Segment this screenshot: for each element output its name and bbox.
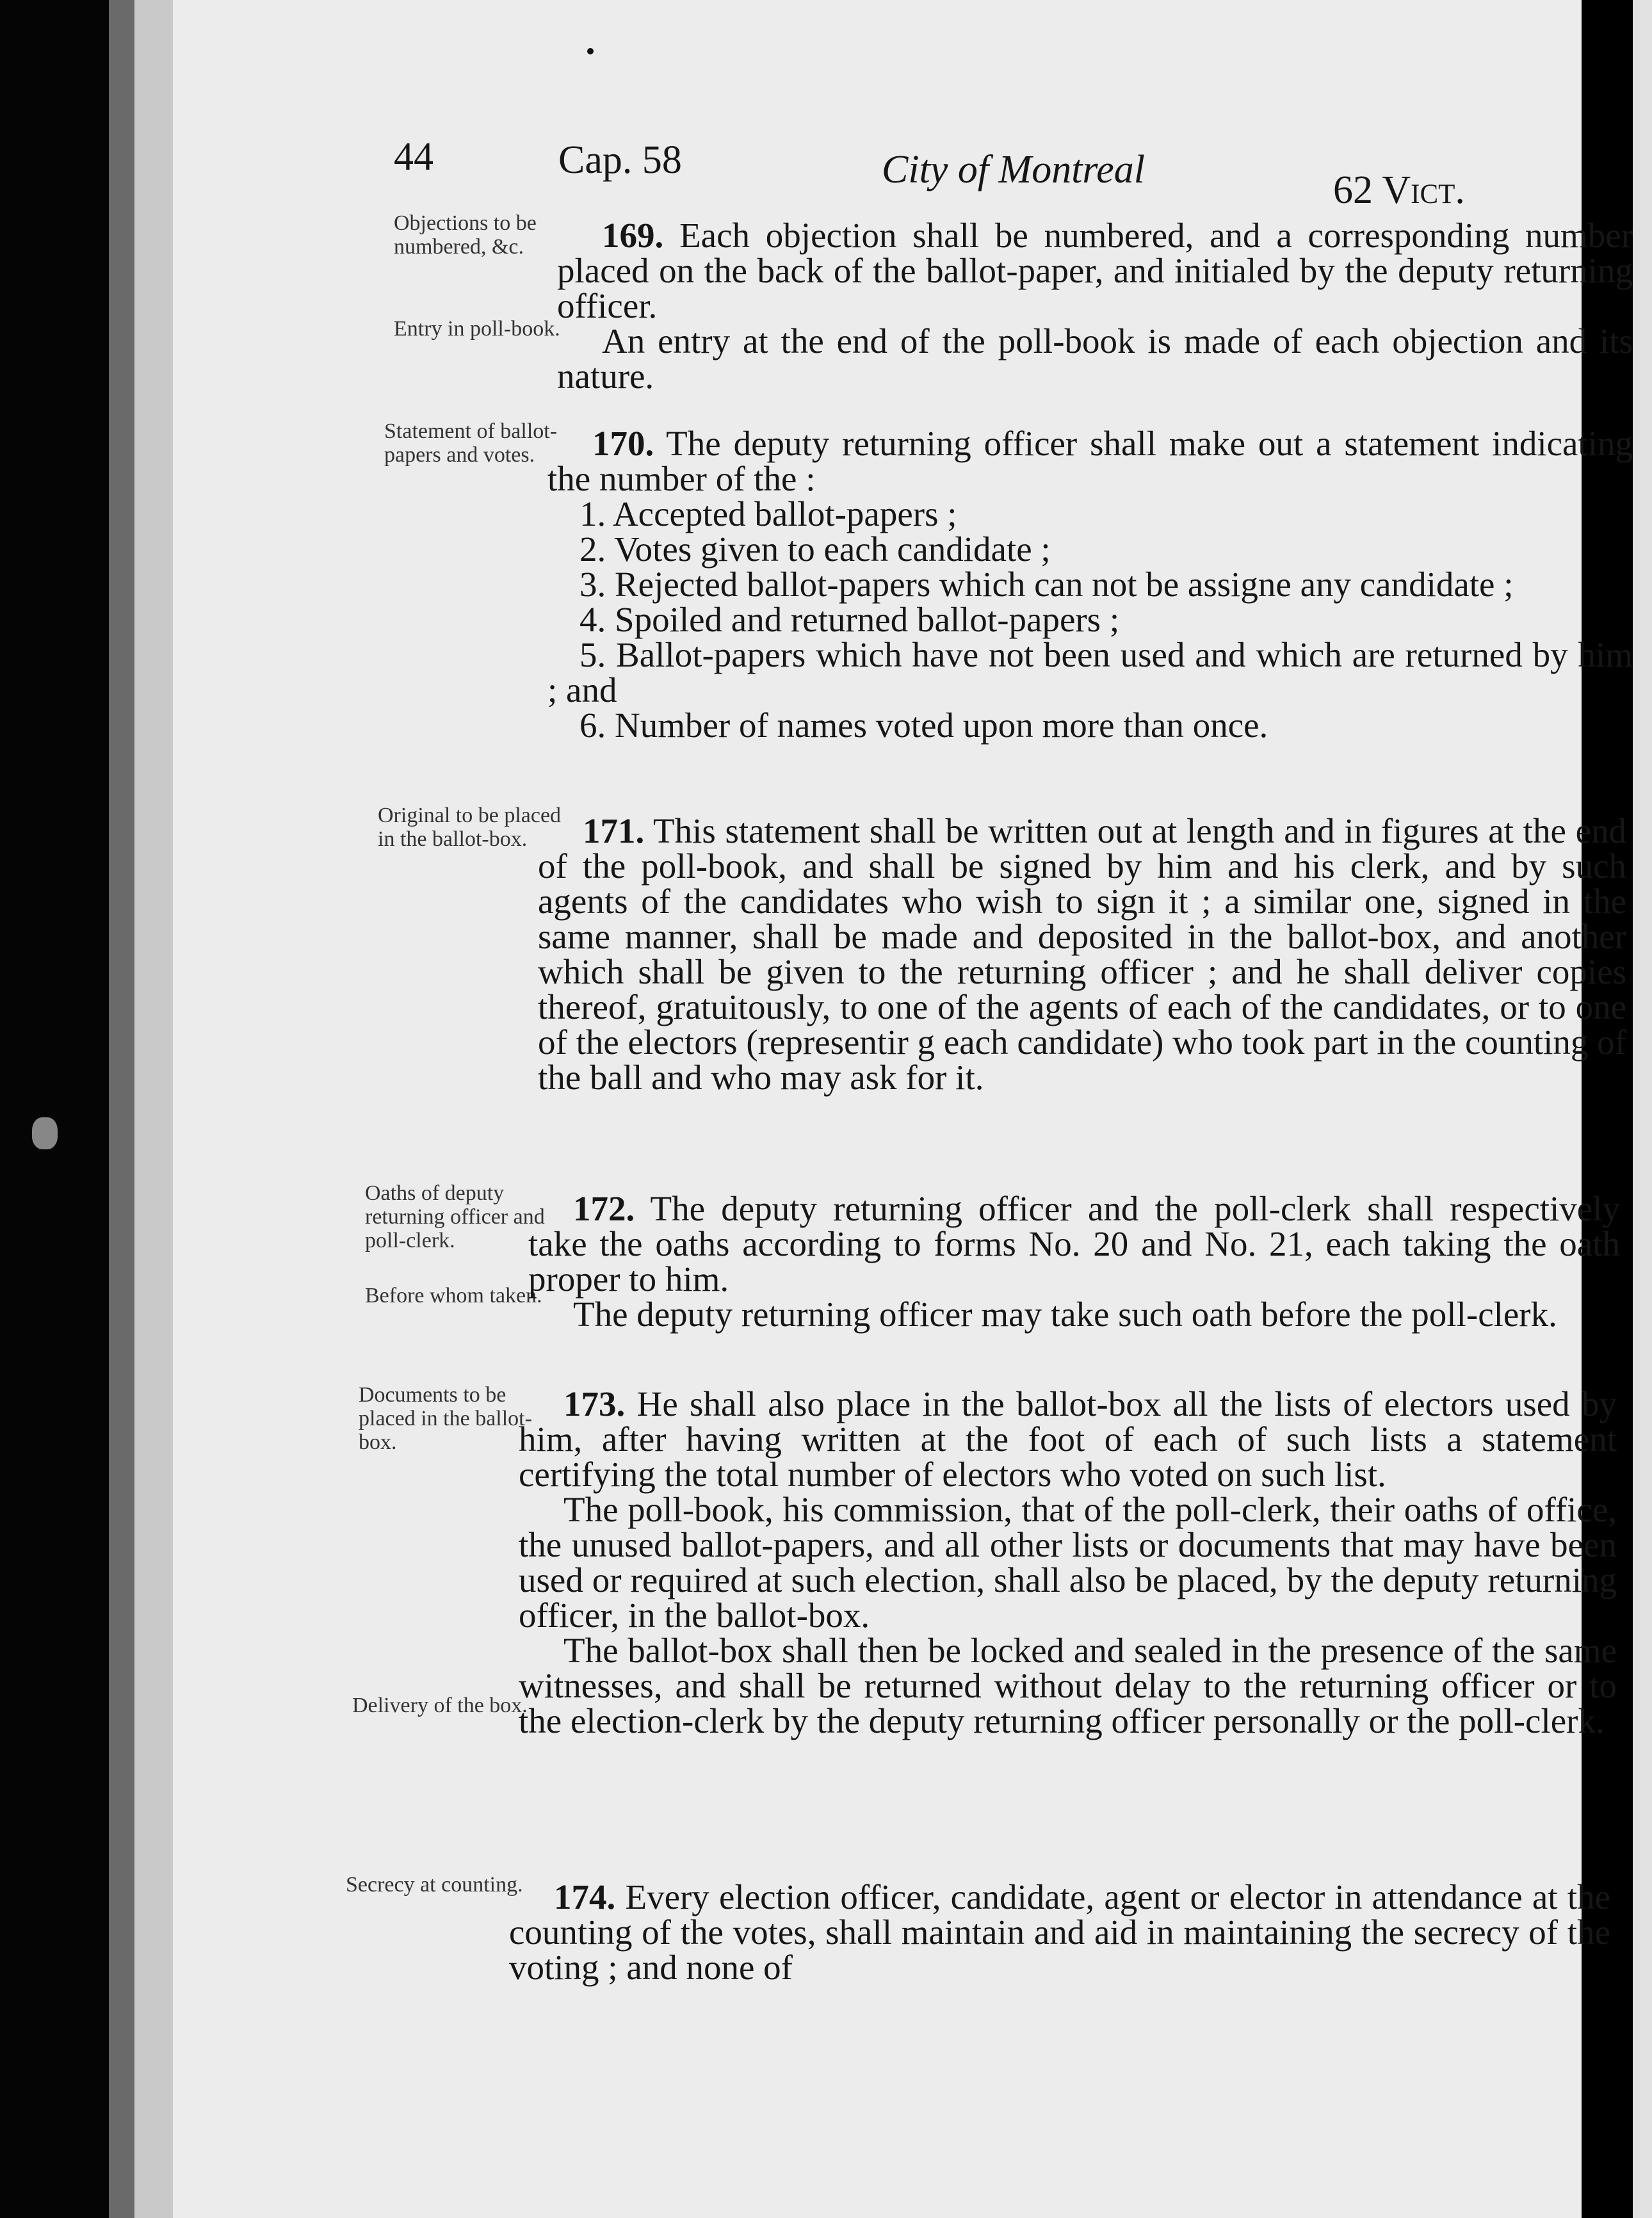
paragraph-text: The deputy returning officer may take such oath before the poll-clerk. [573, 1295, 1557, 1334]
next-page-edge [1633, 0, 1652, 2218]
margin-note: Entry in poll-book. [394, 317, 560, 341]
list-item: 2. Votes given to each candidate ; [579, 530, 1051, 569]
paragraph-text: The deputy returning officer and the poll-clerk shall respectively take the oaths according to forms No. 20 and No. 21, each taking the oath proper to him. [528, 1189, 1620, 1299]
scan-left-edge [0, 0, 109, 2218]
paragraph-text: He shall also place in the ballot-box all the lists of electors used by him, after having written at the foot of each of such lists a statement certifying the total number of electors who voted on such list. [519, 1384, 1617, 1494]
margin-note: Original to be placed in the ballot-box. [378, 804, 562, 851]
section-number: 173. [563, 1384, 626, 1423]
paragraph-text: Every election officer, candidate, agent or elector in attendance at the counting of the votes, shall maintain and aid in maintaining the secrecy of the voting ; and none of [509, 1877, 1611, 1987]
list-item: 5. Ballot-papers which have not been used and which are returned by him ; and [547, 635, 1633, 709]
paragraph-text: Each objection shall be numbered, and a corresponding number placed on the back of the ballot-paper, and initialed by the deputy returning officer. [557, 216, 1633, 325]
paragraph-text: This statement shall be written out at length and in figures at the end of the poll-book, and shall be signed by him and his clerk, and by such agents of the candidates who wish to sign it ; a similar one, signed in the same manner, shall be made and deposited in the ballot-box, and another which shall be given to the returning officer ; and he shall deliver copies thereof, gratuitously, to one of the agents of each of the candidates, or to one of the electors (representir g each candidate) who took part in the counting of the ball and who may ask for it. [538, 811, 1626, 1097]
paragraph-text: The deputy returning officer shall make out a statement indicating the number of the : [547, 424, 1633, 498]
section-number: 171. [583, 811, 645, 850]
chapter-label: Cap. 58 [558, 138, 682, 182]
list-item: 6. Number of names voted upon more than once. [579, 706, 1268, 745]
section-number: 169. [602, 216, 664, 255]
margin-note: Objections to be numbered, &c. [394, 211, 537, 259]
scan-blemish [32, 1117, 58, 1149]
list-item: 1. Accepted ballot-papers ; [579, 494, 957, 533]
margin-note: Oaths of deputy returning officer and poll-clerk. [365, 1181, 545, 1252]
page-number: 44 [394, 135, 433, 179]
list-item: 3. Rejected ballot-papers which can not be assigne any candidate ; [579, 565, 1514, 604]
section-number: 170. [592, 424, 654, 463]
paragraph-text: The poll-book, his commission, that of the poll-clerk, their oaths of office, the unused ballot-papers, and all other lists or documents that may have been used or required at such election, shall also be placed, by the deputy returning officer, in the ballot-box. [519, 1490, 1617, 1635]
section-172 [528, 1191, 1620, 1332]
margin-note: Before whom taken. [365, 1284, 542, 1307]
section-169 [557, 218, 1633, 394]
running-title: City of Montreal [882, 148, 1145, 191]
regnal-year: 62 Vict. [1333, 168, 1465, 212]
paragraph-text: The ballot-box shall then be locked and sealed in the presence of the same witnesses, and shall be returned without delay to the returning officer or to the election-clerk by the deputy returning officer personally or the poll-clerk. [519, 1631, 1617, 1740]
margin-note: Secrecy at counting. [346, 1873, 523, 1897]
ink-speck [587, 48, 594, 54]
section-number: 172. [573, 1189, 635, 1228]
section-number: 174. [554, 1877, 616, 1916]
section-174 [509, 1879, 1610, 1985]
list-item: 4. Spoiled and returned ballot-papers ; [579, 600, 1120, 639]
page-stack-edge [134, 0, 173, 2218]
margin-note: Delivery of the box. [352, 1694, 528, 1717]
book-page [173, 0, 1633, 2218]
paragraph-text: An entry at the end of the poll-book is made of each objection and its nature. [557, 321, 1633, 396]
section-170 [547, 426, 1633, 743]
section-173 [519, 1386, 1617, 1738]
book-spine-shadow [109, 0, 134, 2218]
margin-note: Statement of ballot-papers and votes. [384, 419, 558, 467]
margin-note: Documents to be placed in the ballot-box. [359, 1383, 532, 1454]
section-171 [538, 813, 1626, 1095]
